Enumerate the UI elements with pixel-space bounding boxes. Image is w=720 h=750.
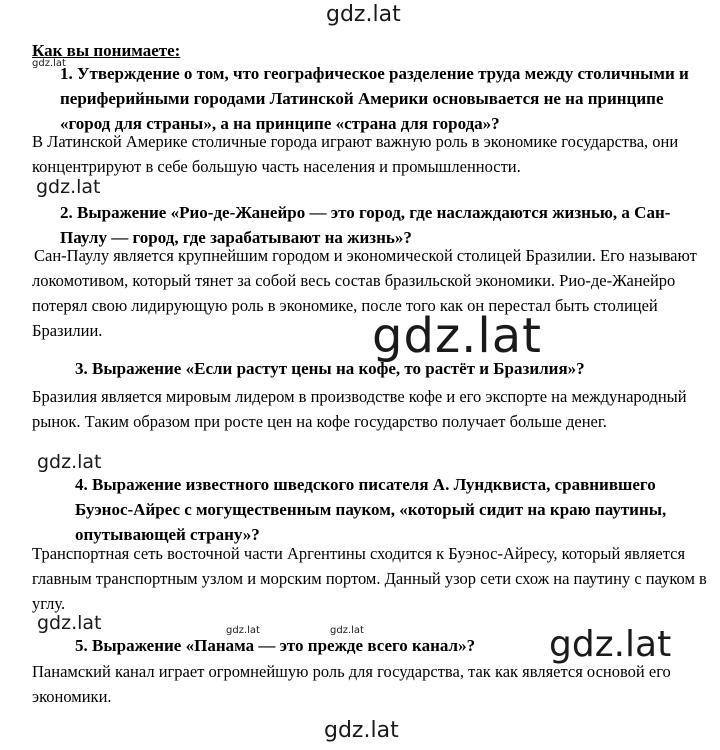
watermark-tiny: gdz.lat xyxy=(226,625,260,636)
watermark-top: gdz.lat xyxy=(326,2,401,27)
watermark-small: gdz.lat xyxy=(37,612,102,634)
watermark-tiny: gdz.lat xyxy=(330,625,364,636)
watermark-small: gdz.lat xyxy=(37,451,102,473)
watermark-small: gdz.lat xyxy=(36,176,101,198)
answer-4: Транспортная сеть восточной части Аргентины сходится к Буэнос-Айресу, который является главным транспортным узлом и морским портом. Данный узор сети схож на паутину с пауком в углу. xyxy=(32,544,707,613)
question-2: 2. Выражение «Рио-де-Жанейро — это город, где наслаждаются жизнью, а Сан-Паулу — город, где зарабатывают на жизнь»? xyxy=(60,203,671,247)
question-3: 3. Выражение «Если растут цены на кофе, то растёт и Бразилия»? xyxy=(75,359,585,378)
answer-5: Панамский канал играет огромнейшую роль для государства, так как является основой его экономики. xyxy=(32,662,671,706)
section-heading: Как вы понимаете: xyxy=(32,41,181,60)
question-5: 5. Выражение «Панама — это прежде всего канал»? xyxy=(75,636,476,655)
answer-2: Сан-Паулу является крупнейшим городом и экономической столицей Бразилии. Его называют локомотивом, который тянет за собой весь состав бразильской экономики. Рио-де-Жанейро потерял свою лидирующую роль в экономике, после того как он перестал быть столицей Бразилии. xyxy=(32,246,697,340)
answer-1: В Латинской Америке столичные города играют важную роль в экономике государства, они концентрируют в себе большую часть населения и промышленности. xyxy=(32,132,679,176)
watermark-large: gdz.lat xyxy=(549,624,672,665)
watermark-bottom: gdz.lat xyxy=(324,718,399,743)
question-1: 1. Утверждение о том, что географическое разделение труда между столичными и периферийными городами Латинской Америки основывается не на принципе «город для страны», а на принципе «страна для города»? xyxy=(60,64,689,133)
watermark-tiny: gdz.lat xyxy=(32,58,66,69)
watermark-large: gdz.lat xyxy=(372,308,542,364)
answer-3: Бразилия является мировым лидером в производстве кофе и его экспорте на международный рынок. Таким образом при росте цен на кофе государство получает больше денег. xyxy=(32,387,687,431)
question-4: 4. Выражение известного шведского писателя А. Лундквиста, сравнившего Буэнос-Айрес с могущественным пауком, «который сидит на краю паутины, опутывающей страну»? xyxy=(75,475,667,544)
